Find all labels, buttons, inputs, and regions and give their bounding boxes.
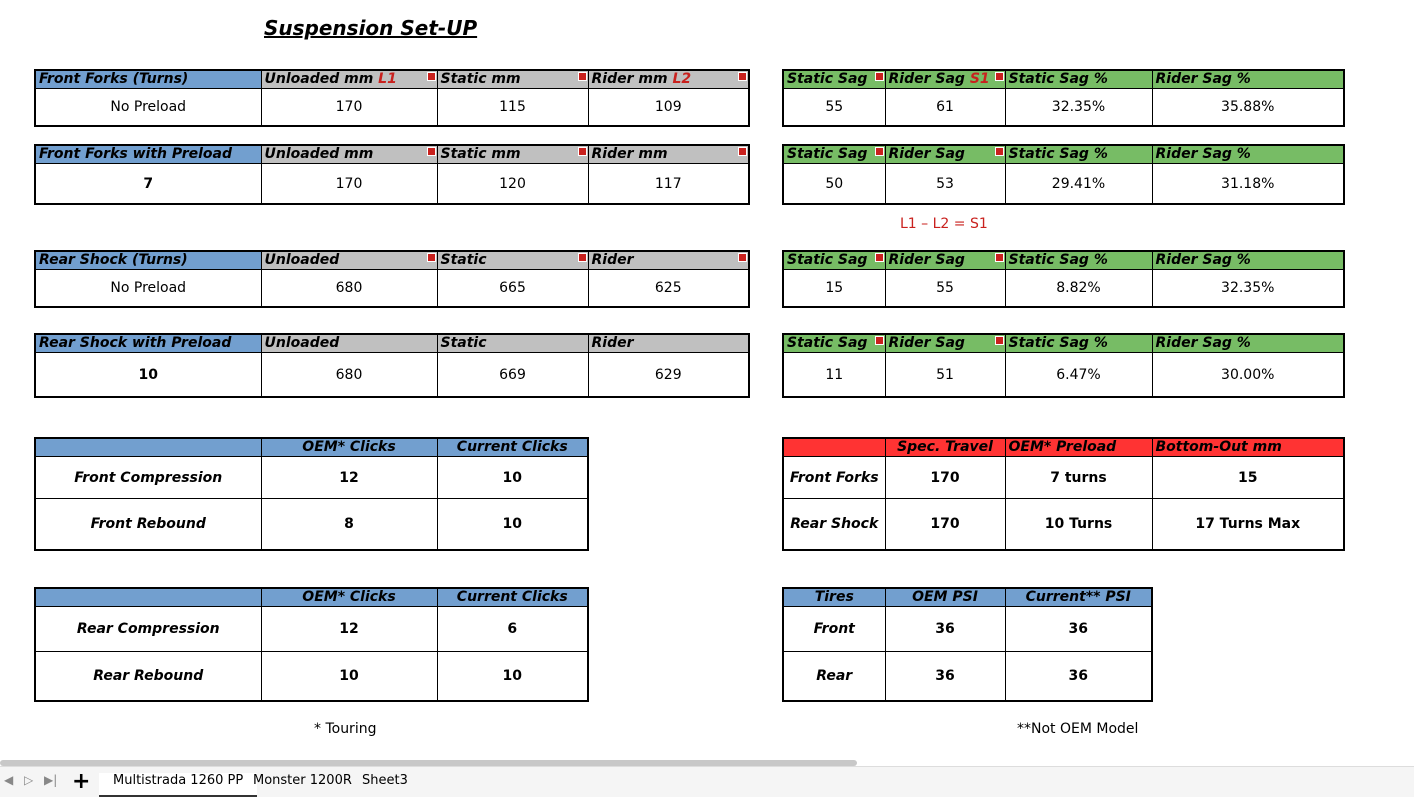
header-cell[interactable]: Current** PSI xyxy=(1005,588,1152,607)
header-cell[interactable]: Tires xyxy=(783,588,885,607)
value-cell[interactable]: 15 xyxy=(783,270,885,308)
front-clicks-table xyxy=(34,437,589,551)
value-cell[interactable]: 10 xyxy=(35,353,261,398)
header-cell[interactable]: Rear Shock with Preload xyxy=(35,334,261,353)
value-cell[interactable]: 32.35% xyxy=(1152,270,1344,308)
value-cell[interactable]: 170 xyxy=(261,89,437,127)
value-cell[interactable]: 61 xyxy=(885,89,1005,127)
value-cell[interactable]: 53 xyxy=(885,164,1005,205)
comment-marker xyxy=(427,147,436,156)
header-cell[interactable]: Static Sag xyxy=(783,334,885,353)
value-cell[interactable]: 10 xyxy=(437,652,588,702)
value-cell[interactable]: 669 xyxy=(437,353,588,398)
header-cell[interactable]: Rider mm L2 xyxy=(588,70,749,89)
value-cell[interactable]: 8 xyxy=(261,499,437,551)
row-label[interactable]: Rear Compression xyxy=(35,607,261,652)
header-cell[interactable]: Current Clicks xyxy=(437,438,588,457)
value-cell[interactable]: 115 xyxy=(437,89,588,127)
header-cell[interactable] xyxy=(35,588,261,607)
header-cell[interactable]: Static Sag xyxy=(783,251,885,270)
row-label[interactable]: Rear xyxy=(783,652,885,702)
value-cell[interactable]: No Preload xyxy=(35,270,261,308)
front-forks-preload-sag-table xyxy=(782,144,1345,205)
row-label[interactable]: Front Forks xyxy=(783,457,885,499)
header-cell[interactable]: Static mm xyxy=(437,145,588,164)
comment-marker xyxy=(995,253,1004,262)
value-cell[interactable]: 10 xyxy=(437,457,588,499)
comment-marker xyxy=(427,253,436,262)
header-cell[interactable]: Static Sag xyxy=(783,70,885,89)
row-label[interactable]: Front Compression xyxy=(35,457,261,499)
value-cell[interactable]: 36 xyxy=(1005,652,1152,702)
header-cell[interactable]: Rear Shock (Turns) xyxy=(35,251,261,270)
header-cell[interactable]: OEM* Preload xyxy=(1005,438,1152,457)
header-cell[interactable] xyxy=(783,438,885,457)
header-cell[interactable]: Unloaded xyxy=(261,251,437,270)
header-cell[interactable]: Rider Sag % xyxy=(1152,70,1344,89)
rear-shock-turns-table xyxy=(34,250,750,308)
comment-marker xyxy=(875,147,884,156)
sheet-tab-bar xyxy=(0,766,1414,797)
value-cell[interactable]: 7 turns xyxy=(1005,457,1152,499)
not-oem-footnote: **Not OEM Model xyxy=(1017,721,1139,737)
header-cell[interactable]: Static Sag % xyxy=(1005,145,1152,164)
header-cell[interactable]: Static Sag xyxy=(783,145,885,164)
sheet-tab-monster[interactable]: Monster 1200R xyxy=(253,773,352,788)
value-cell[interactable]: 170 xyxy=(885,457,1005,499)
value-cell[interactable]: 32.35% xyxy=(1005,89,1152,127)
value-cell[interactable]: 12 xyxy=(261,607,437,652)
value-cell[interactable]: 51 xyxy=(885,353,1005,398)
header-cell[interactable]: Bottom-Out mm xyxy=(1152,438,1344,457)
l1-label: L1 xyxy=(378,71,397,87)
comment-marker xyxy=(427,72,436,81)
row-label[interactable]: Rear Shock xyxy=(783,499,885,551)
value-cell[interactable]: 6 xyxy=(437,607,588,652)
value-cell[interactable]: 17 Turns Max xyxy=(1152,499,1344,551)
header-cell[interactable]: Unloaded mm L1 xyxy=(261,70,437,89)
value-cell[interactable]: 680 xyxy=(261,353,437,398)
header-cell[interactable]: Static Sag % xyxy=(1005,334,1152,353)
header-cell[interactable]: Rider Sag % xyxy=(1152,251,1344,270)
header-cell[interactable]: Static xyxy=(437,334,588,353)
value-cell[interactable]: 6.47% xyxy=(1005,353,1152,398)
next-sheet-icon[interactable]: ▷ xyxy=(24,773,34,787)
value-cell[interactable]: 30.00% xyxy=(1152,353,1344,398)
value-cell[interactable]: 12 xyxy=(261,457,437,499)
sheet-tab-sheet3[interactable]: Sheet3 xyxy=(362,773,408,788)
touring-footnote: * Touring xyxy=(314,721,377,737)
header-cell[interactable]: OEM PSI xyxy=(885,588,1005,607)
comment-marker xyxy=(875,72,884,81)
comment-marker xyxy=(578,253,587,262)
rear-shock-preload-sag-table xyxy=(782,333,1345,398)
sheet-title: Suspension Set-UP xyxy=(264,16,478,40)
value-cell[interactable]: 36 xyxy=(885,607,1005,652)
value-cell[interactable]: 109 xyxy=(588,89,749,127)
header-cell[interactable]: Rider Sag S1 xyxy=(885,70,1005,89)
value-cell[interactable]: 55 xyxy=(885,270,1005,308)
header-cell[interactable]: Rider Sag xyxy=(885,334,1005,353)
value-cell[interactable]: No Preload xyxy=(35,89,261,127)
value-cell[interactable]: 170 xyxy=(261,164,437,205)
comment-marker xyxy=(995,72,1004,81)
value-cell[interactable]: 10 Turns xyxy=(1005,499,1152,551)
header-cell[interactable]: Current Clicks xyxy=(437,588,588,607)
front-forks-preload-table xyxy=(34,144,750,205)
comment-marker xyxy=(995,336,1004,345)
comment-marker xyxy=(738,72,747,81)
header-cell[interactable]: Front Forks with Preload xyxy=(35,145,261,164)
comment-marker xyxy=(875,336,884,345)
header-cell[interactable]: Unloaded xyxy=(261,334,437,353)
value-cell[interactable]: 11 xyxy=(783,353,885,398)
row-label[interactable]: Front Rebound xyxy=(35,499,261,551)
l2-label: L2 xyxy=(672,71,692,87)
comment-marker xyxy=(738,147,747,156)
value-cell[interactable]: 120 xyxy=(437,164,588,205)
last-sheet-icon[interactable]: ▶| xyxy=(44,773,58,787)
front-forks-turns-table xyxy=(34,69,750,127)
comment-marker xyxy=(578,72,587,81)
header-cell[interactable]: Front Forks (Turns) xyxy=(35,70,261,89)
sag-formula: L1 – L2 = S1 xyxy=(900,216,988,232)
value-cell[interactable]: 36 xyxy=(885,652,1005,702)
value-cell[interactable]: 629 xyxy=(588,353,749,398)
value-cell[interactable]: 8.82% xyxy=(1005,270,1152,308)
value-cell[interactable]: 117 xyxy=(588,164,749,205)
header-cell[interactable]: Rider mm xyxy=(588,145,749,164)
comment-marker xyxy=(578,147,587,156)
value-cell[interactable]: 625 xyxy=(588,270,749,308)
add-sheet-icon[interactable]: + xyxy=(72,769,91,794)
travel-table xyxy=(782,437,1345,551)
header-cell[interactable]: OEM* Clicks xyxy=(261,588,437,607)
row-label[interactable]: Rear Rebound xyxy=(35,652,261,702)
header-cell[interactable]: Static Sag % xyxy=(1005,251,1152,270)
value-cell[interactable]: 7 xyxy=(35,164,261,205)
header-cell[interactable]: Rider Sag xyxy=(885,251,1005,270)
header-cell[interactable]: OEM* Clicks xyxy=(261,438,437,457)
row-label[interactable]: Front xyxy=(783,607,885,652)
header-cell[interactable]: Rider Sag % xyxy=(1152,145,1344,164)
rear-shock-sag-table xyxy=(782,250,1345,308)
value-cell[interactable]: 170 xyxy=(885,499,1005,551)
value-cell[interactable]: 10 xyxy=(437,499,588,551)
header-cell[interactable]: Rider Sag % xyxy=(1152,334,1344,353)
value-cell[interactable]: 55 xyxy=(783,89,885,127)
value-cell[interactable]: 15 xyxy=(1152,457,1344,499)
rear-shock-preload-table xyxy=(34,333,750,398)
header-cell[interactable]: Rider Sag xyxy=(885,145,1005,164)
value-cell[interactable]: 10 xyxy=(261,652,437,702)
rear-clicks-table xyxy=(34,587,589,702)
tires-table xyxy=(782,587,1153,702)
comment-marker xyxy=(875,253,884,262)
first-sheet-icon[interactable]: ◀ xyxy=(4,773,14,787)
value-cell[interactable]: 680 xyxy=(261,270,437,308)
comment-marker xyxy=(738,253,747,262)
front-forks-sag-table xyxy=(782,69,1345,127)
header-cell[interactable]: Static Sag % xyxy=(1005,70,1152,89)
value-cell[interactable]: 31.18% xyxy=(1152,164,1344,205)
value-cell[interactable]: 29.41% xyxy=(1005,164,1152,205)
value-cell[interactable]: 665 xyxy=(437,270,588,308)
value-cell[interactable]: 36 xyxy=(1005,607,1152,652)
s1-label: S1 xyxy=(969,71,990,87)
header-cell[interactable]: Rider xyxy=(588,251,749,270)
header-cell[interactable]: Rider xyxy=(588,334,749,353)
header-cell[interactable]: Static mm xyxy=(437,70,588,89)
value-cell[interactable]: 50 xyxy=(783,164,885,205)
header-cell[interactable]: Static xyxy=(437,251,588,270)
sheet-tab-multistrada[interactable]: Multistrada 1260 PP xyxy=(99,773,257,797)
header-cell[interactable]: Spec. Travel xyxy=(885,438,1005,457)
header-cell[interactable] xyxy=(35,438,261,457)
value-cell[interactable]: 35.88% xyxy=(1152,89,1344,127)
header-cell[interactable]: Unloaded mm xyxy=(261,145,437,164)
comment-marker xyxy=(995,147,1004,156)
